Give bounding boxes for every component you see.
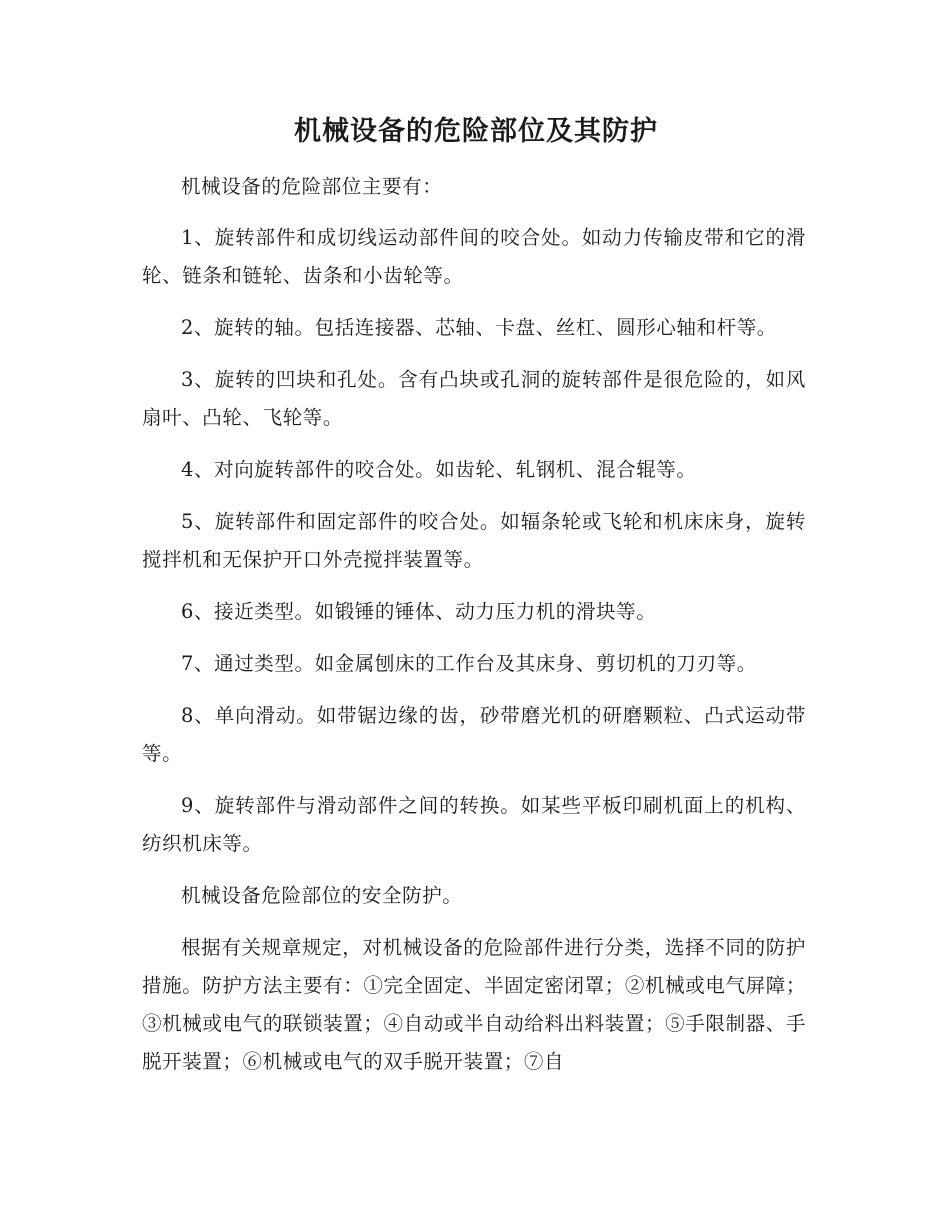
page-title: 机械设备的危险部位及其防护 <box>294 116 658 147</box>
paragraph-item-4: 4、对向旋转部件的咬合处。如齿轮、轧钢机、混合辊等。 <box>181 458 697 481</box>
document-page <box>142 112 806 1095</box>
section-heading-protection: 机械设备危险部位的安全防护。 <box>181 884 463 907</box>
paragraph-protection-methods: 根据有关规章规定，对机械设备的危险部件进行分类，选择不同的防护措施。防护方法主要有：①完全固定、半固定密闭罩；②机械或电气屏障；③机械或电气的联锁装置；④自动或半自动给料出料装置；⑤手限制器、手脱开装置；⑥机械或电气的双手脱开装置；⑦自 <box>142 936 806 1073</box>
paragraph-item-1: 1、旋转部件和成切线运动部件间的咬合处。如动力传输皮带和它的滑轮、链条和链轮、齿条和小齿轮等。 <box>142 226 806 287</box>
paragraph-item-3: 3、旋转的凹块和孔处。含有凸块或孔洞的旋转部件是很危险的，如风扇叶、凸轮、飞轮等。 <box>142 368 806 429</box>
paragraph-item-6: 6、接近类型。如锻锤的锤体、动力压力机的滑块等。 <box>181 600 657 623</box>
paragraph-item-9: 9、旋转部件与滑动部件之间的转换。如某些平板印刷机面上的机构、纺织机床等。 <box>142 794 806 855</box>
paragraph-item-7: 7、通过类型。如金属刨床的工作台及其床身、剪切机的刀刃等。 <box>181 652 757 675</box>
paragraph-item-2: 2、旋转的轴。包括连接器、芯轴、卡盘、丝杠、圆形心轴和杆等。 <box>181 316 777 339</box>
intro-paragraph: 机械设备的危险部位主要有： <box>181 175 443 198</box>
paragraph-item-8: 8、单向滑动。如带锯边缘的齿，砂带磨光机的研磨颗粒、凸式运动带等。 <box>142 704 806 765</box>
paragraph-item-5: 5、旋转部件和固定部件的咬合处。如辐条轮或飞轮和机床床身，旋转搅拌机和无保护开口外壳搅拌装置等。 <box>142 510 806 571</box>
